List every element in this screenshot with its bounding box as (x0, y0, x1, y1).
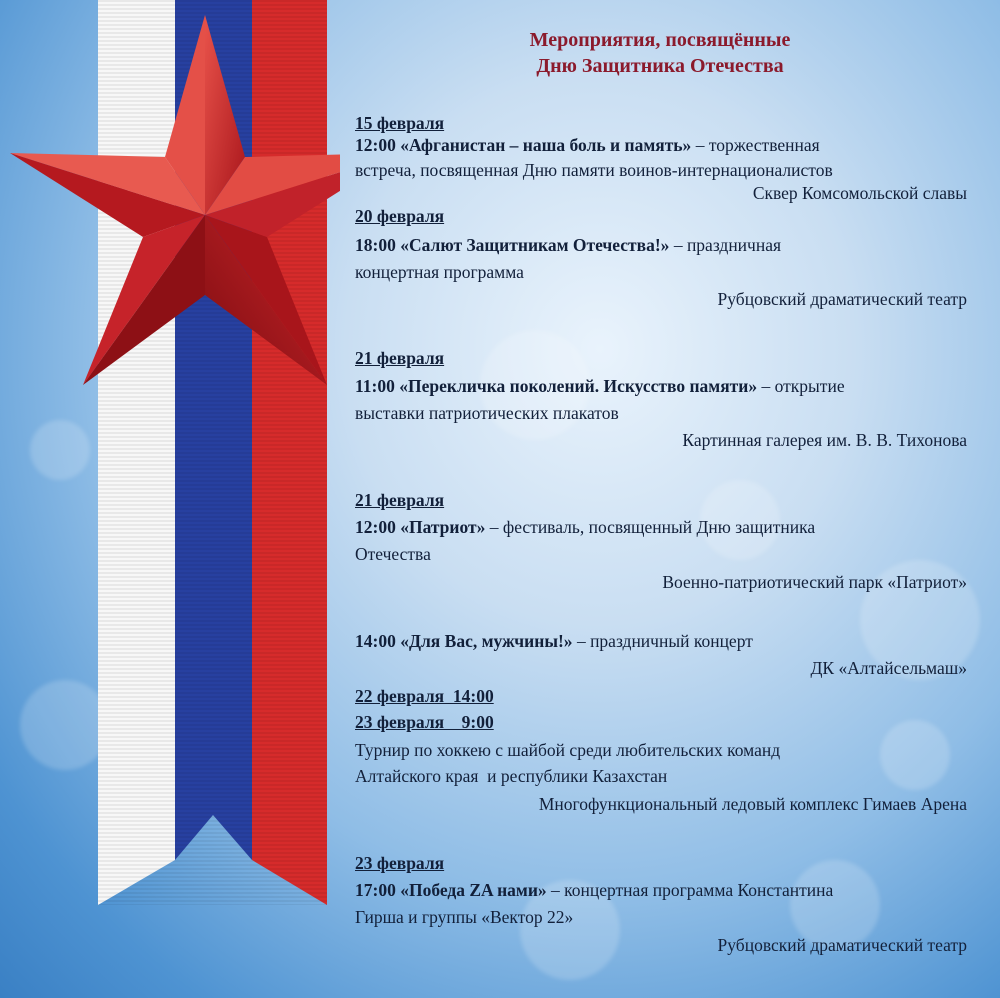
event-title-line: 17:00 «Победа ZA нами» – концертная программа Константина (355, 880, 834, 900)
event-date: 23 февраля 9:00 (355, 712, 494, 732)
bokeh-light (880, 720, 950, 790)
page-title (440, 27, 880, 79)
event-description: Алтайского края и республики Казахстан (355, 766, 668, 786)
event-date: 20 февраля (355, 206, 445, 226)
title-line-1: Мероприятия, посвящённые (529, 29, 791, 51)
event-date: 22 февраля 14:00 (355, 686, 494, 706)
event-description: встреча, посвященная Дню памяти воинов-интернационалистов (355, 160, 833, 180)
tricolor-ribbon-with-star (0, 0, 340, 998)
event-venue: Военно-патриотический парк «Патриот» (662, 572, 967, 592)
event-description: Отечества (355, 544, 431, 564)
event-venue: ДК «Алтайсельмаш» (810, 658, 967, 678)
event-description: Турнир по хоккею с шайбой среди любительских команд (355, 740, 781, 760)
event-title-line: 12:00 «Афганистан – наша боль и память» – торжественная (355, 135, 820, 155)
event-date: 23 февраля (355, 853, 445, 873)
event-description: концертная программа (355, 262, 524, 282)
event-date: 15 февраля (355, 113, 445, 133)
event-venue: Рубцовский драматический театр (717, 935, 967, 955)
event-description: Гирша и группы «Вектор 22» (355, 907, 574, 927)
event-date: 21 февраля (355, 348, 445, 368)
event-date: 21 февраля (355, 490, 445, 510)
event-title-line: 11:00 «Перекличка поколений. Искусство памяти» – открытие (355, 376, 845, 396)
event-title-line: 12:00 «Патриот» – фестиваль, посвященный Дню защитника (355, 517, 816, 537)
event-description: выставки патриотических плакатов (355, 403, 619, 423)
event-venue: Картинная галерея им. В. В. Тихонова (682, 430, 967, 450)
event-venue: Сквер Комсомольской славы (752, 183, 967, 203)
title-line-2: Дню Защитника Отечества (536, 55, 784, 77)
event-title-line: 14:00 «Для Вас, мужчины!» – праздничный концерт (355, 631, 753, 651)
event-venue: Рубцовский драматический театр (717, 289, 967, 309)
event-title-line: 18:00 «Салют Защитникам Отечества!» – праздничная (355, 235, 782, 255)
event-venue: Многофункциональный ледовый комплекс Гимаев Арена (538, 794, 967, 814)
